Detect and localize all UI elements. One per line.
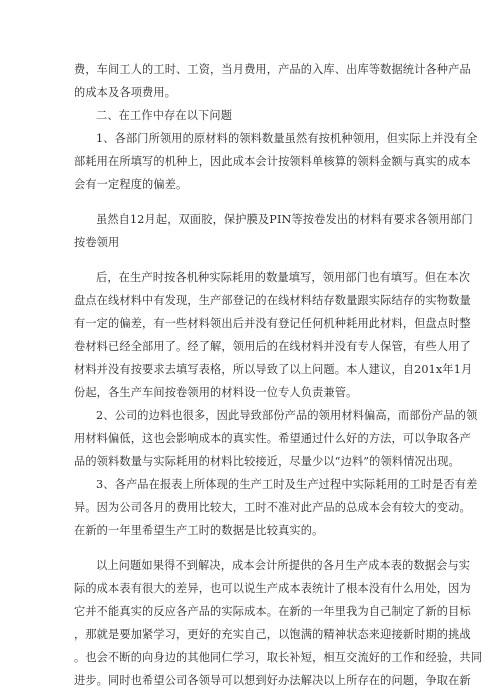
text-line: 后，在生产时按各机种实际耗用的数量填写，领用部门也有填写。但在本次 (96, 271, 471, 284)
text-line: 际的成本表有很大的差异，也可以说生产成本表统计了根本没有什么用处，因为 (74, 582, 471, 595)
paragraph-gap (74, 254, 430, 266)
item-1-paragraph (74, 127, 478, 196)
text-line: 1、各部门所领用的原材料的领料数量虽然有按机种领用，但实际上并没有全 (96, 132, 478, 145)
document-body (74, 58, 483, 692)
text-line: 盘点在线材料中有发现，生产部登记的在线材料结存数量跟实际结存的实物数量 (74, 294, 471, 307)
text-line: 2、公司的边料也很多，因此导致部份产品的领用材料偏高，而部份产品的领 (96, 409, 478, 422)
text-line: 卷材料已经全部用了。经了解，领用后的在线材料并没有专人保管，有些人用了 (74, 340, 471, 353)
text-line: 材料并没有按要求去填写表格，所以导致了以上问题。本人建议，自201x年1月 (74, 363, 473, 376)
text-line: 在新的一年里希望生产工时的数据是比较真实的。 (74, 524, 324, 537)
item-1-example-paragraph (74, 208, 473, 254)
text-line: 3、各产品在报表上所体现的生产工时及生产过程中实际耗用的工时是否有差 (96, 478, 478, 491)
paragraph-gap (74, 542, 430, 554)
item-2-paragraph (74, 404, 478, 473)
closing-paragraph (74, 554, 483, 692)
text-line: 异。因为公司各月的费用比较大，工时不准对此产品的总成本会有较大的变动。 (74, 501, 471, 514)
text-line: 它并不能真实的反应各产品的实际成本。在新的一年里我为自己制定了新的目标 (74, 605, 471, 618)
item-1-continuation-paragraph (74, 266, 473, 404)
heading-text: 二、在工作中存在以下问题 (96, 109, 233, 122)
text-line: 用材料偏低，这也会影响成本的真实性。希望通过什么好的方法，可以争取各产 (74, 432, 471, 445)
item-3-paragraph (74, 473, 478, 542)
text-line: 品的领料数量与实际耗用的材料比较接近，尽量少以“边料”的领料情况出现。 (74, 455, 460, 468)
text-line: 份起，各生产车间按卷领用的材料设一位专人负责兼管。 (74, 386, 358, 399)
intro-paragraph-end (74, 58, 471, 104)
text-line: 按卷领用 (74, 236, 120, 249)
text-line: 进步。同时也希望公司各领导可以想到好办法解决以上所存在的问题，争取在新 (74, 674, 471, 687)
text-line: 虽然自12月起，双面胶，保护膜及PIN等按卷发出的材料有要求各领用部门 (96, 213, 473, 226)
text-line: 费，车间工人的工时、工资，当月费用，产品的入库、出库等数据统计各种产品 (74, 63, 471, 76)
text-line: 。也会不断的向身边的其他同仁学习，取长补短，相互交流好的工作和经验，共同 (74, 651, 483, 664)
text-line: 以上问题如果得不到解决，成本会计所提供的各月生产成本表的数据会与实 (96, 559, 471, 572)
text-line: 有一定的偏差，有一些材料领出后并没有登记任何机种耗用此材料，但盘点时整 (74, 317, 471, 330)
text-line: 部耗用在所填写的机种上，因此成本会计按领料单核算的领料金额与真实的成本 (74, 155, 471, 168)
text-line: ，那就是要加紧学习，更好的充实自己，以饱满的精神状态来迎接新时期的挑战 (74, 628, 471, 641)
paragraph-gap (74, 196, 430, 208)
text-line: 会有一定程度的偏差。 (74, 178, 188, 191)
section-heading (74, 104, 430, 127)
text-line: 的成本及各项费用。 (74, 86, 177, 99)
